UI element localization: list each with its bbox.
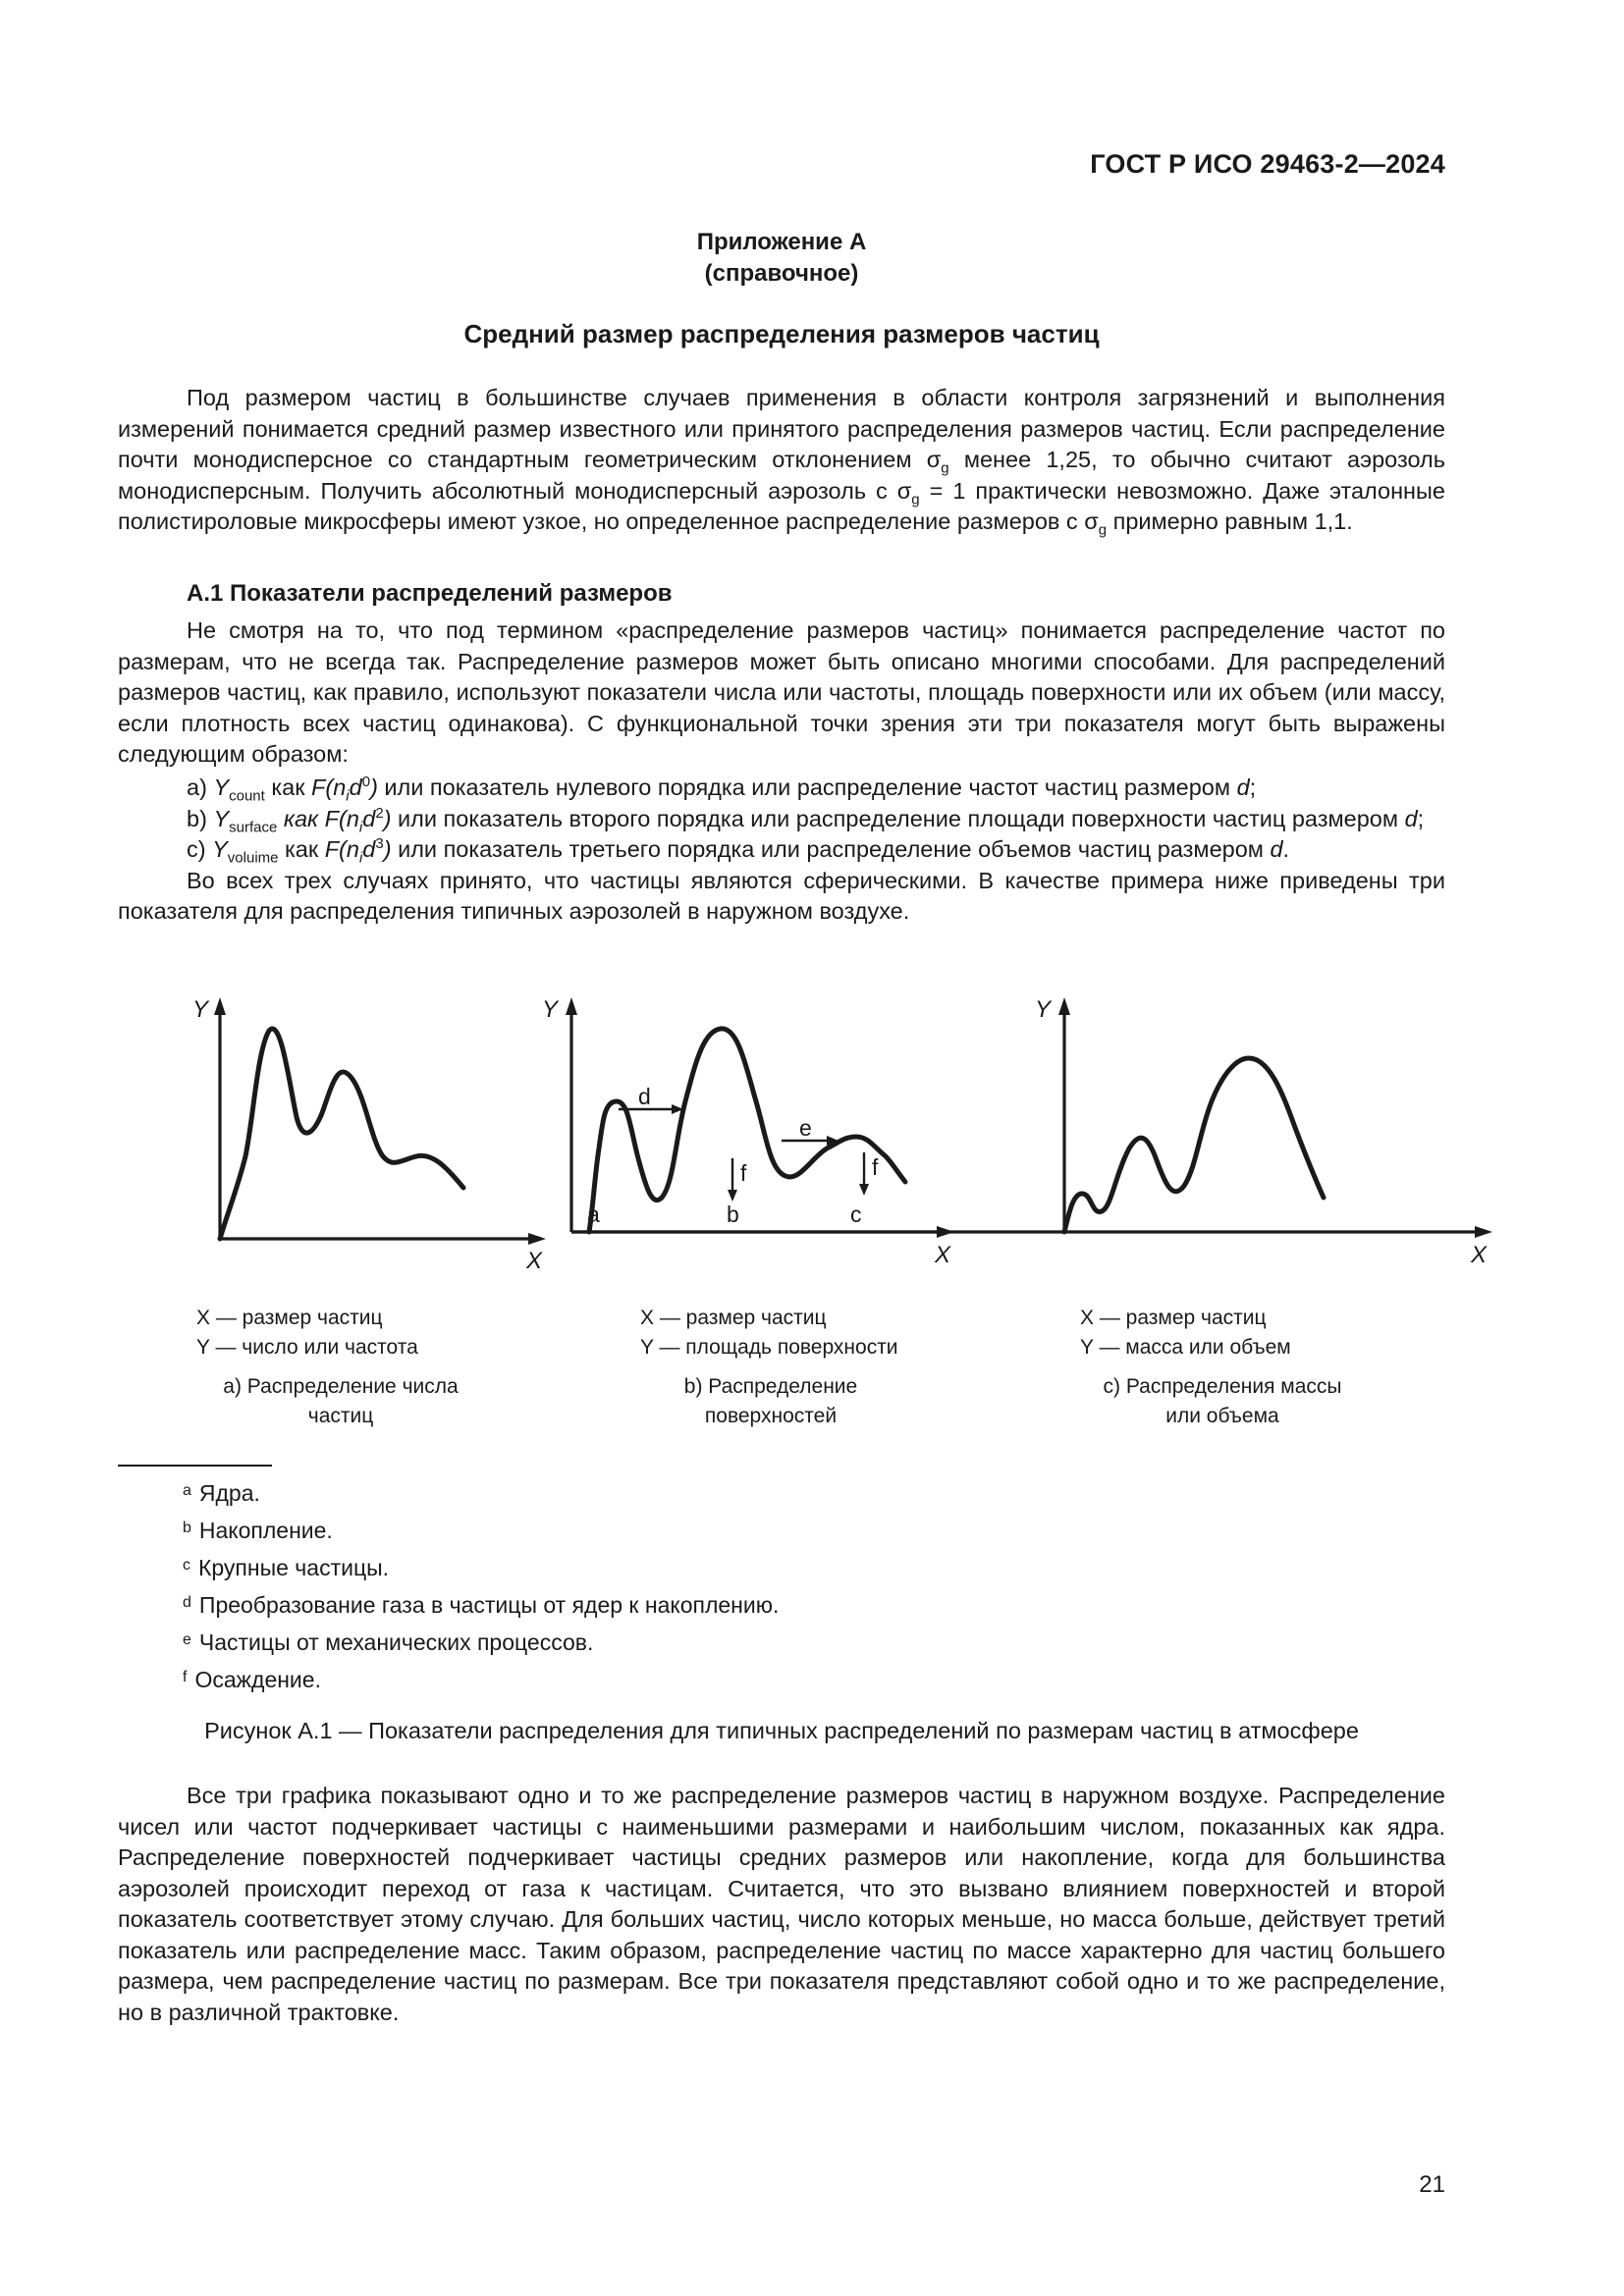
caption-graph-a: а) Распределение числа частиц	[223, 1375, 459, 1427]
section-title: Средний размер распределения размеров частиц	[463, 319, 1100, 348]
label-e: e	[799, 1115, 812, 1141]
standard-code: ГОСТ Р ИСО 29463-2—2024	[1090, 149, 1445, 179]
x-axis-arrow	[937, 1226, 954, 1238]
figure-caption: Рисунок А.1 — Показатели распределения для типичных распределений по размерам частиц в атмосфере	[204, 1718, 1359, 1743]
list-item-a: а) $Y_{count}$ как $F(n_id^0)$ или показатель нулевого порядка или распределение частот частиц размером d;	[187, 774, 1257, 805]
legend-graph-a	[196, 1304, 418, 1362]
assumption-paragraph: Во всех трех случаях принято, что частицы являются сферическими. В качестве примера ниже приведены три показателя для распределения типичных аэрозолей в наружном воздухе.	[118, 867, 1445, 924]
footnote: $^c$ Крупные частицы.	[183, 1555, 390, 1580]
number-curve	[220, 1029, 463, 1239]
mass-curve	[1064, 1058, 1324, 1232]
graph-mass-distribution	[1031, 991, 1488, 1281]
page-number: 21	[1419, 2171, 1445, 2198]
footnote-rule	[118, 1465, 272, 1467]
legend-graph-b	[640, 1304, 898, 1362]
subsection-heading: А.1 Показатели распределений размеров	[187, 580, 673, 607]
label-f1: f	[740, 1160, 747, 1186]
graph-number-distribution	[189, 991, 601, 1281]
appendix-label: Приложение А	[696, 229, 867, 255]
legend-y: Y — масса или объем	[1080, 1336, 1291, 1359]
x-axis-arrow	[1475, 1226, 1492, 1238]
caption-graph-c: с) Распределения массы или объема	[1103, 1375, 1342, 1427]
x-axis-label: X	[1471, 1242, 1488, 1268]
footnote: $^f$ Осаждение.	[183, 1667, 321, 1692]
label-d: d	[638, 1084, 651, 1109]
appendix-type: (справочное)	[704, 260, 859, 287]
label-f2: f	[872, 1154, 879, 1180]
legend-y: Y — число или частота	[196, 1336, 418, 1359]
footnote: $^e$ Частицы от механических процессов.	[183, 1629, 594, 1655]
y-axis-label: Y	[542, 996, 559, 1023]
caption-graph-b: b) Распределение поверхностей	[683, 1375, 858, 1427]
y-axis-label: Y	[1035, 996, 1052, 1023]
index-list	[118, 773, 1445, 928]
y-axis-arrow	[1058, 997, 1070, 1015]
graph-b-x-axis	[540, 991, 972, 1281]
footnotes	[183, 1474, 779, 1698]
legend-y: Y — площадь поверхности	[640, 1336, 898, 1359]
closing-paragraph: Все три графика показывают одно и то же распределение размеров частиц в наружном воздухе. Распределение чисел или частот подчеркивает частицы с наименьшими размерами и наибольшим числом, показанных как ядра. Распределение поверхностей подчеркивает частицы средних размеров или накопление, когда для большинства аэрозолей происходит переход от газа к частицам. Считается, что это вызвано влиянием поверхностей и второй показатель соответствует этому случаю. Для больших частиц, число которых меньше, но масса больше, действует третий показатель или распределение масс. Таким образом, распределение частиц по массе характерно для частиц большего размера, чем распределение частиц по размерам. Все три показателя представляют собой одно и то же распределение, но в различной трактовке.	[118, 1783, 1445, 2025]
footnote: $^d$ Преобразование газа в частицы от ядер к накоплению.	[183, 1592, 780, 1618]
label-c: c	[850, 1201, 862, 1227]
document-page	[118, 0, 1488, 2296]
list-item-c: с) $Y_{voluime}$ как $F(n_id^3)$ или показатель третьего порядка или распределение объемов частиц размером d.	[187, 835, 1290, 867]
legend-x: X — размер частиц	[196, 1307, 383, 1329]
legend-graph-c	[1080, 1304, 1291, 1362]
intro-paragraph: Под размером частиц в большинстве случаев применения в области контроля загрязнений и выполнения измерений понимается средний размер известного или принятого распределения размеров частиц. Если распределение почти монодисперсное со стандартным геометрическим отклонением $\sigma_g$ менее 1,25, то обычно считают аэрозоль монодисперсным. Получить абсолютный монодисперсный аэрозоль с $\sigma_g = 1$ практически невозможно. Даже эталонные полистироловые микросферы имеют узкое, но определенное распределение размеров с $\sigma_g$ примерно равным 1,1.	[118, 385, 1445, 539]
y-axis-label: Y	[192, 996, 209, 1023]
x-axis-label: X	[935, 1242, 951, 1268]
appendix-heading	[118, 227, 1445, 290]
x-axis-label: X	[526, 1248, 543, 1274]
label-a: a	[587, 1201, 600, 1227]
list-item-b: b) $Y_{surface}$ как $F(n_id^2)$ или показатель второго порядка или распределение площади поверхности частиц размером d;	[187, 804, 1425, 836]
footnote: $^b$ Накопление.	[183, 1518, 333, 1543]
label-b: b	[727, 1201, 739, 1227]
y-axis-arrow	[214, 997, 226, 1015]
legend-x: X — размер частиц	[1080, 1307, 1267, 1329]
footnote: $^a$ Ядра.	[183, 1480, 260, 1506]
a1-paragraph: Не смотря на то, что под термином «распределение размеров частиц» понимается распределение частот по размерам, что не всегда так. Распределение размеров может быть описано многими способами. Для распределений размеров частиц, как правило, используют показатели числа или частоты, площадь поверхности или их объем (или массу, если плотность всех частиц одинакова). С функциональной точки зрения эти три показателя могут быть выражены следующим образом:	[118, 617, 1445, 767]
legend-x: X — размер частиц	[640, 1307, 827, 1329]
